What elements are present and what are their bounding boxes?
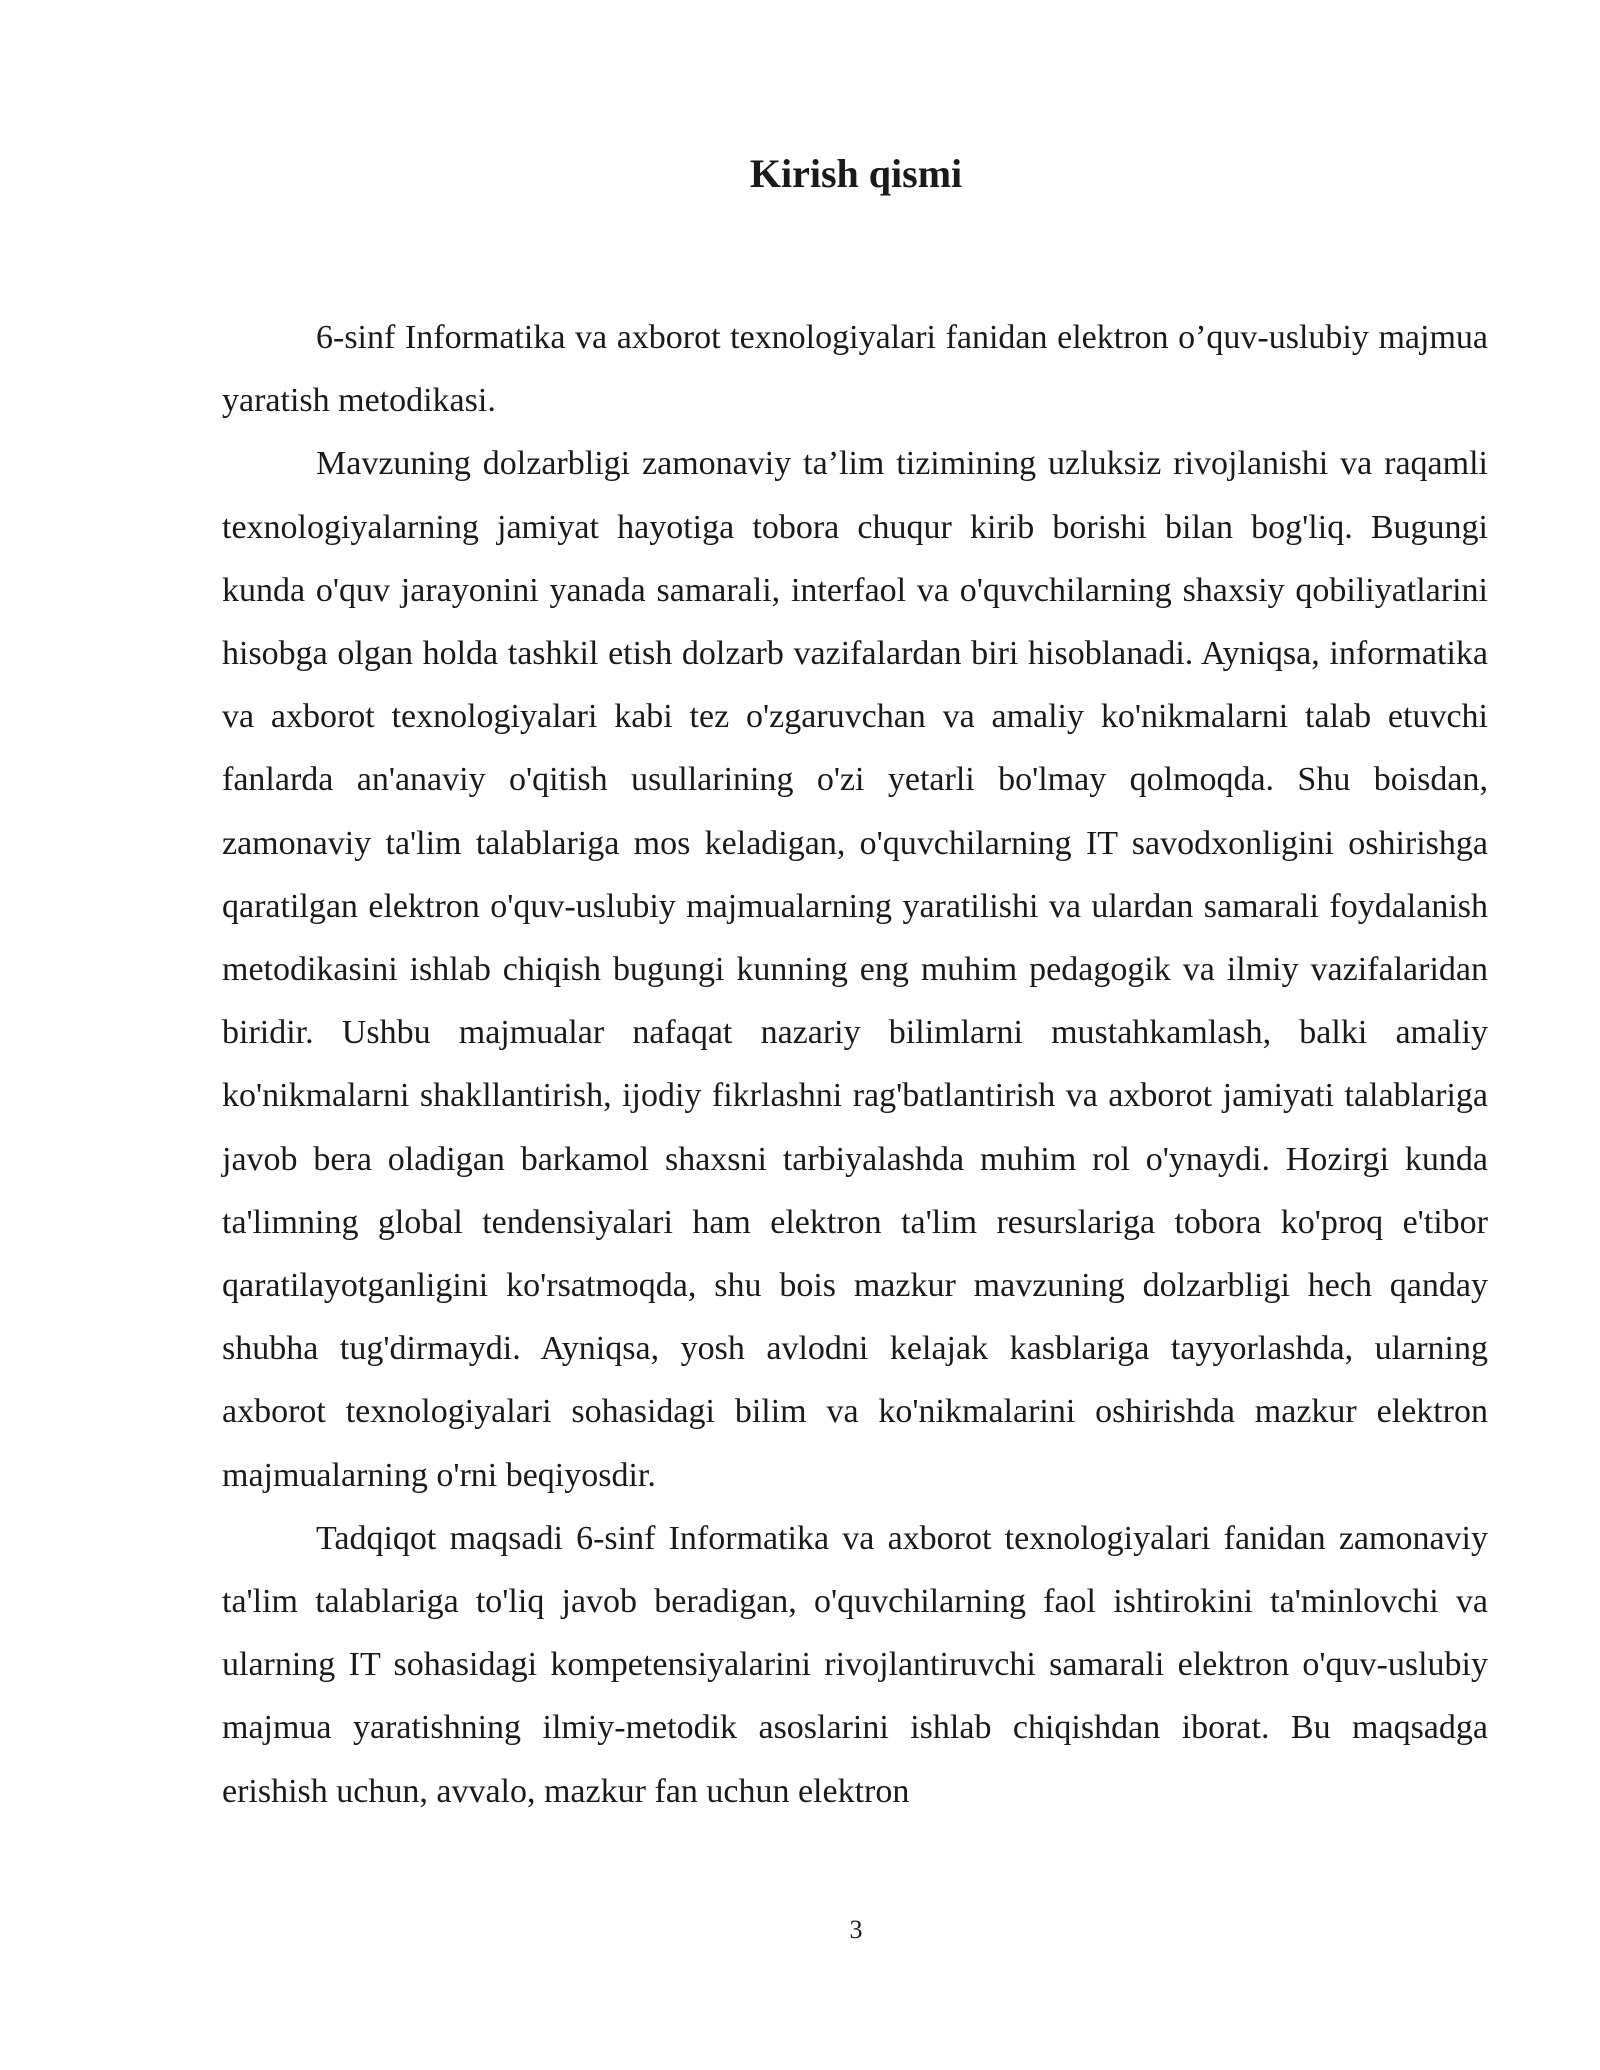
paragraph-research-goal: Tadqiqot maqsadi 6-sinf Informatika va axborot texnologiyalari fanidan zamonaviy ta'lim talablariga to'liq javob beradigan, o'quvchilarning faol ishtirokini ta'minlovchi va ularning IT sohasidagi kompetensiyalarini rivojlantiruvchi samarali elektron o'quv-uslubiy majmua yaratishning ilmiy-metodik asoslarini ishlab chiqishdan iborat. Bu maqsadga erishish uchun, avvalo, mazkur fan uchun elektron [222,1519,1488,1810]
paragraph-topic: 6-sinf Informatika va axborot texnologiyalari fanidan elektron o’quv-uslubiy majmua yaratish metodikasi. [222,319,1488,420]
page-number: 3 [849,1915,863,1944]
paragraph-relevance: Mavzuning dolzarbligi zamonaviy ta’lim tizimining uzluksiz rivojlanishi va raqamli texnologiyalarning jamiyat hayotiga tobora chuqur kirib borishi bilan bog'liq. Bugungi kunda o'quv jarayonini yanada samarali, interfaol va o'quvchilarning shaxsiy qobiliyatlarini hisobga olgan holda tashkil etish dolzarb vazifalardan biri hisoblanadi. Ayniqsa, informatika va axborot texnologiyalari kabi tez o'zgaruvchan va amaliy ko'nikmalarni talab etuvchi fanlarda an'anaviy o'qitish usullarining o'zi yetarli bo'lmay qolmoqda. Shu boisdan, zamonaviy ta'lim talablariga mos keladigan, o'quvchilarning IT savodxonligini oshirishga qaratilgan elektron o'quv-uslubiy majmualarning yaratilishi va ulardan samarali foydalanish metodikasini ishlab chiqish bugungi kunning eng muhim pedagogik va ilmiy vazifalaridan biridir. Ushbu majmualar nafaqat nazariy bilimlarni mustahkamlash, balki amaliy ko'nikmalarni shakllantirish, ijodiy fikrlashni rag'batlantirish va axborot jamiyati talablariga javob bera oladigan barkamol shaxsni tarbiyalashda muhim rol o'ynaydi. Hozirgi kunda ta'limning global tendensiyalari ham elektron ta'lim resurslariga tobora ko'proq e'tibor qaratilayotganligini ko'rsatmoqda, shu bois mazkur mavzuning dolzarbligi hech qanday shubha tug'dirmaydi. Ayniqsa, yosh avlodni kelajak kasblariga tayyorlashda, ularning axborot texnologiyalari sohasidagi bilim va ko'nikmalarini oshirishda mazkur elektron majmualarning o'rni beqiyosdir. [222,445,1488,1494]
page-title: Kirish qismi [749,151,963,196]
document-body [222,306,1488,1823]
